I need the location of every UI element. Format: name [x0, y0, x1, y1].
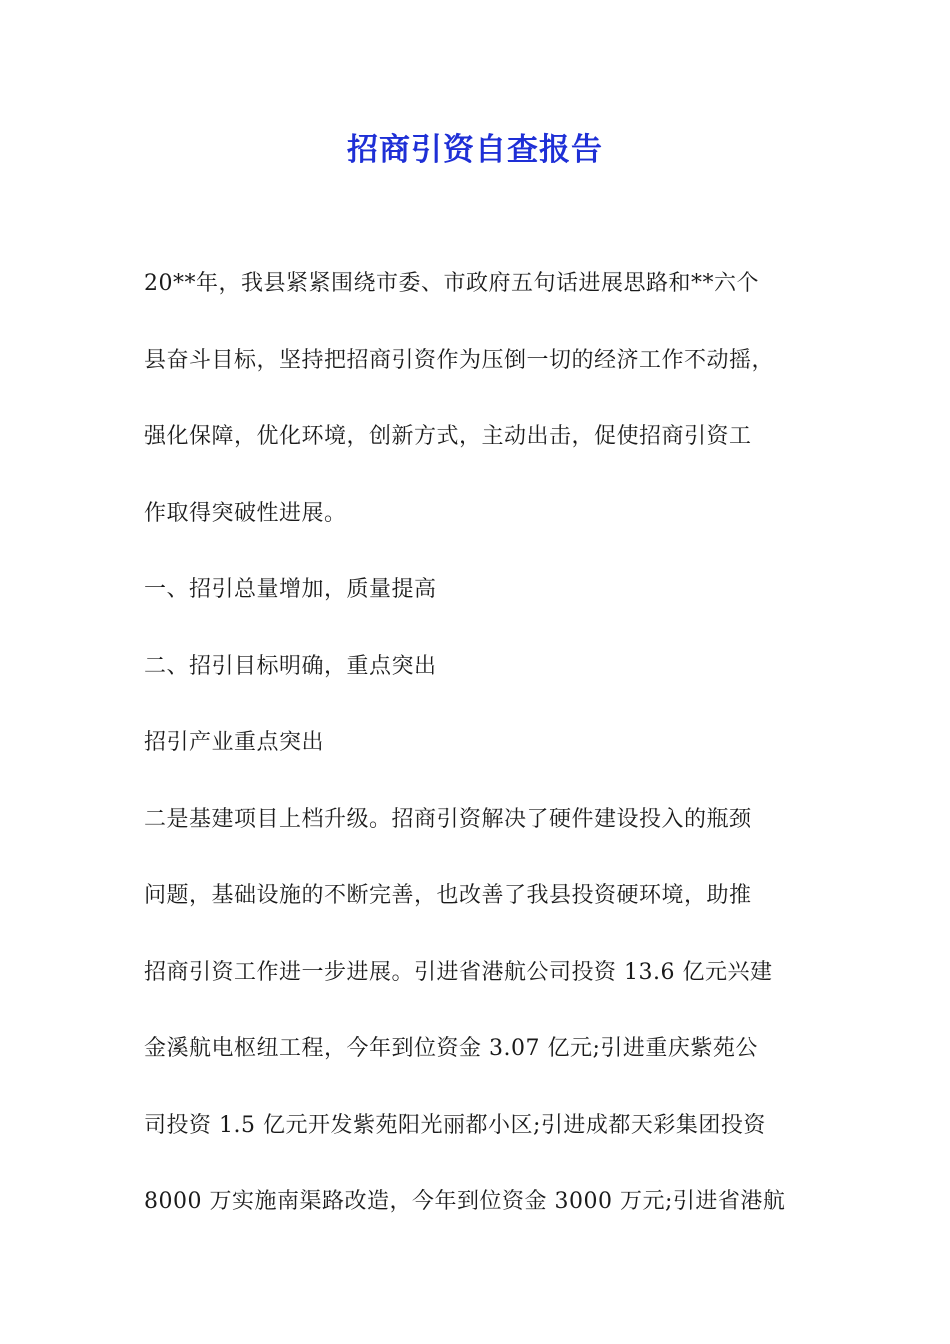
paragraph-line: 司投资 1.5 亿元开发紫苑阳光丽都小区;引进成都天彩集团投资 — [144, 1112, 766, 1138]
paragraph-line: 作取得突破性进展。 — [144, 500, 347, 526]
paragraph-line: 县奋斗目标，坚持把招商引资作为压倒一切的经济工作不动摇， — [144, 347, 775, 373]
paragraph-line: 招商引资工作进一步进展。引进省港航公司投资 13.6 亿元兴建 — [144, 959, 773, 985]
paragraph-line: 8000 万实施南渠路改造，今年到位资金 3000 万元;引进省港航 — [144, 1189, 786, 1214]
subsection-heading: 招引产业重点突出 — [144, 730, 325, 755]
paragraph-line: 金溪航电枢纽工程，今年到位资金 3.07 亿元;引进重庆紫苑公 — [144, 1036, 758, 1061]
paragraph-line: 强化保障，优化环境，创新方式，主动出击，促使招商引资工 — [144, 424, 752, 449]
section-heading-2: 二、招引目标明确，重点突出 — [144, 653, 437, 679]
document-title: 招商引资自查报告 — [347, 132, 603, 168]
document-body — [144, 262, 814, 1257]
section-heading-1: 一、招引总量增加，质量提高 — [144, 577, 437, 602]
paragraph-line: 问题，基础设施的不断完善，也改善了我县投资硬环境，助推 — [144, 883, 752, 908]
paragraph-line: 20**年，我县紧紧围绕市委、市政府五句话进展思路和**六个 — [144, 271, 759, 296]
paragraph-line: 二是基建项目上档升级。招商引资解决了硬件建设投入的瓶颈 — [144, 806, 752, 832]
